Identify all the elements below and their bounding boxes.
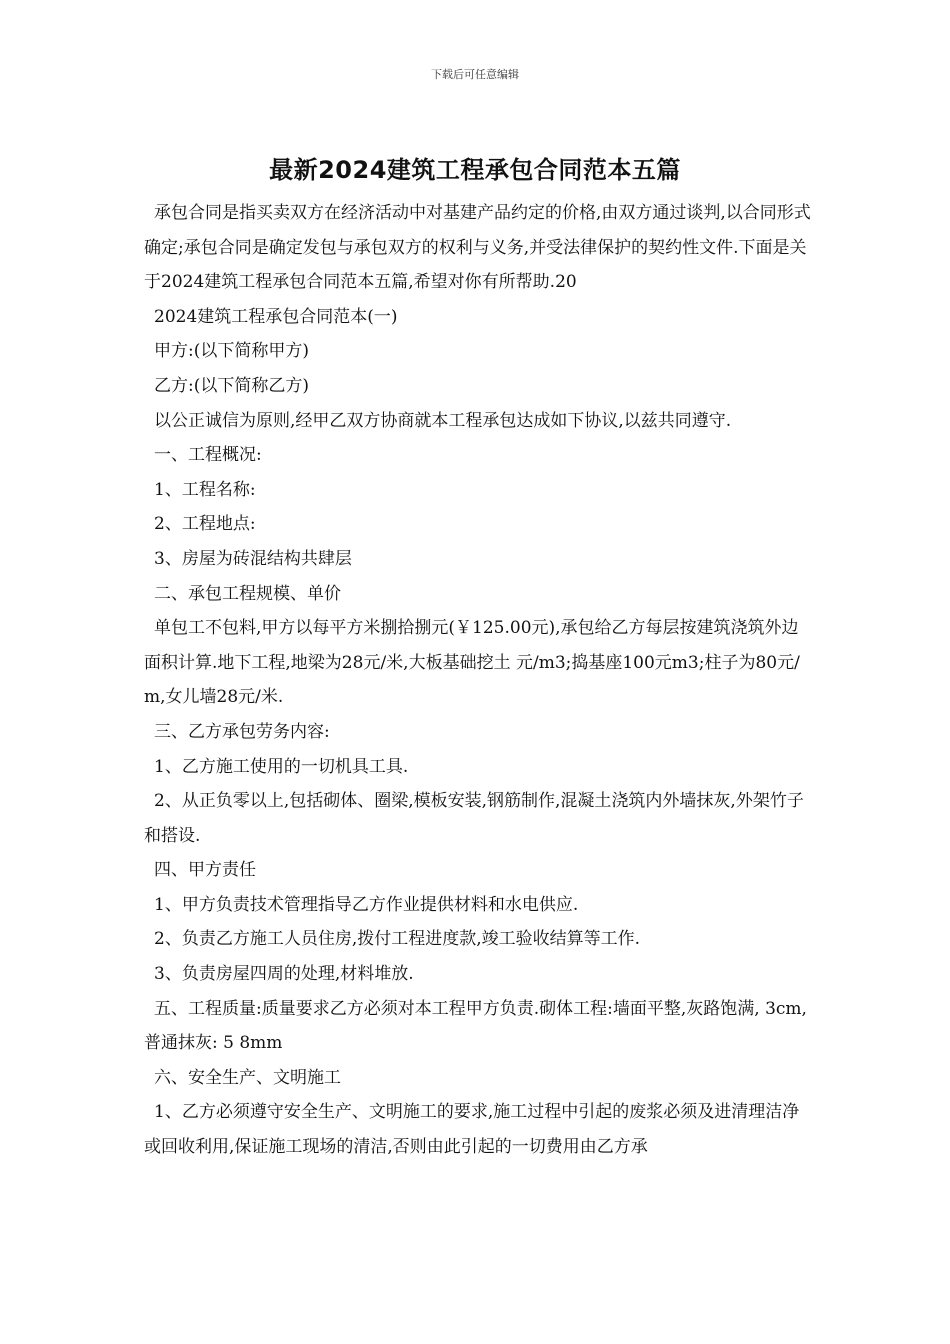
- pricing-paragraph: 单包工不包料,甲方以每平方米捌拾捌元(￥125.00元),承包给乙方每层按建筑浇筑外边面积计算.地下工程,地梁为28元/米,大板基础挖土 元/m3;捣基座100元m3;柱子为80元/m,女儿墙28元/米.: [144, 618, 800, 708]
- agreement-statement: 以公正诚信为原则,经甲乙双方协商就本工程承包达成如下协议,以兹共同遵守.: [154, 410, 732, 431]
- clause-item: 2、负责乙方施工人员住房,拨付工程进度款,竣工验收结算等工作.: [154, 929, 641, 950]
- clause-item: 3、房屋为砖混结构共肆层: [154, 548, 352, 569]
- clause-item: 3、负责房屋四周的处理,材料堆放.: [154, 964, 414, 985]
- party-b-line: 乙方:(以下简称乙方): [154, 375, 309, 396]
- clause-heading-1: 一、工程概况:: [154, 445, 262, 466]
- page-header-note: 下载后可任意编辑: [431, 68, 519, 81]
- clause-heading-6: 六、安全生产、文明施工: [154, 1067, 341, 1088]
- clause-item: 1、乙方必须遵守安全生产、文明施工的要求,施工过程中引起的废浆必须及进清理洁净或回收利用,保证施工现场的清洁,否则由此引起的一切费用由乙方承: [144, 1102, 800, 1158]
- clause-heading-4: 四、甲方责任: [154, 860, 256, 881]
- clause-heading-2: 二、承包工程规模、单价: [154, 583, 341, 604]
- clause-item: 2、工程地点:: [154, 514, 256, 535]
- party-a-line: 甲方:(以下简称甲方): [154, 341, 309, 362]
- clause-heading-3: 三、乙方承包劳务内容:: [154, 721, 330, 742]
- document-body: [144, 196, 812, 1165]
- document-title: 最新2024建筑工程承包合同范本五篇: [269, 156, 681, 184]
- clause-item: 1、乙方施工使用的一切机具工具.: [154, 756, 409, 777]
- intro-paragraph: 承包合同是指买卖双方在经济活动中对基建产品约定的价格,由双方通过谈判,以合同形式确定;承包合同是确定发包与承包双方的权利与义务,并受法律保护的契约性文件.下面是关于2024建筑工程承包合同范本五篇,希望对你有所帮助.20: [144, 203, 811, 293]
- section-heading-sample-1: 2024建筑工程承包合同范本(一): [154, 306, 398, 327]
- clause-item: 1、工程名称:: [154, 479, 256, 500]
- clause-item: 2、从正负零以上,包括砌体、圈梁,模板安装,钢筋制作,混凝土浇筑内外墙抹灰,外架竹子和搭设.: [144, 791, 804, 846]
- clause-item: 1、甲方负责技术管理指导乙方作业提供材料和水电供应.: [154, 894, 579, 915]
- quality-paragraph: 五、工程质量:质量要求乙方必须对本工程甲方负责.砌体工程:墙面平整,灰路饱满, 3cm,普通抹灰: 5 8mm: [144, 998, 807, 1054]
